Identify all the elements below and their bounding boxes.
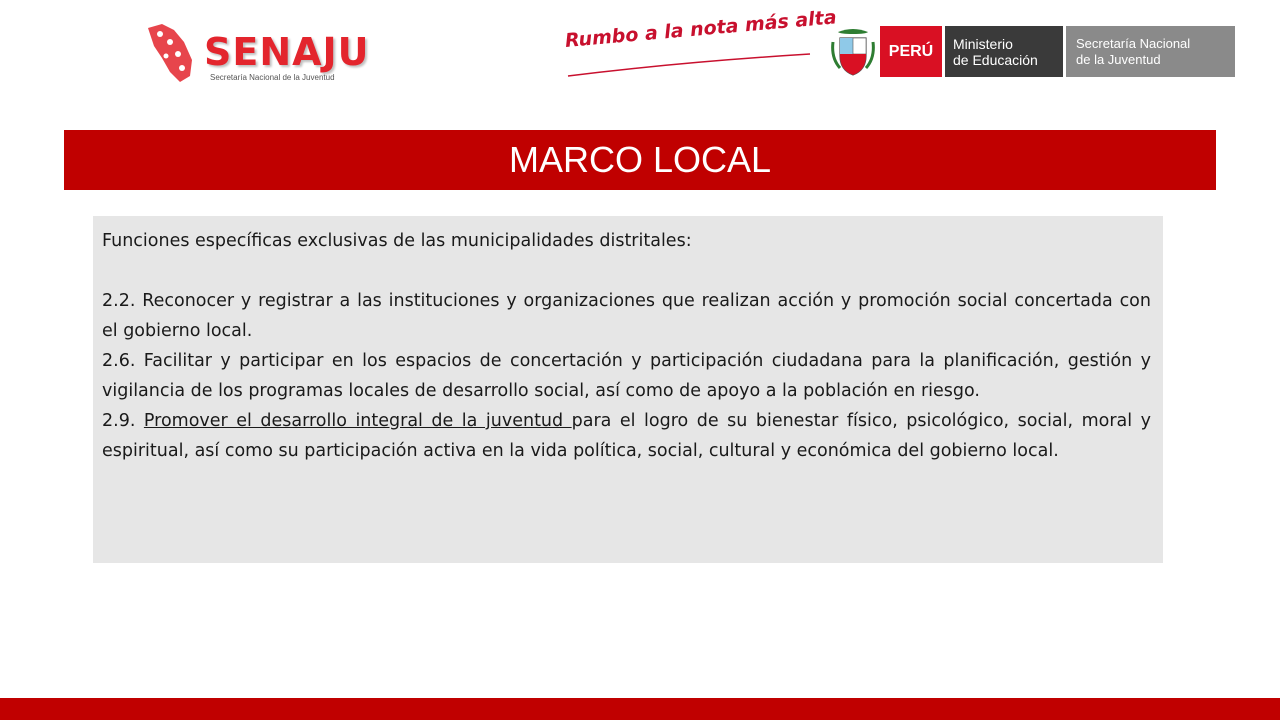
peru-coat-of-arms-icon	[830, 26, 876, 78]
function-item-2-9-underlined: Promover el desarrollo integral de la juventud	[143, 411, 572, 431]
senaju-subtitle: Secretaría Nacional de la Juventud	[210, 73, 335, 82]
intro-text: Funciones específicas exclusivas de las municipalidades distritales:	[102, 231, 692, 251]
page-title: MARCO LOCAL	[508, 139, 772, 180]
function-item-2-6: 2.6. Facilitar y participar en los espacios de concertación y participación ciudadana para la planificación, gestión y vigilancia de los programas locales de desarrollo social, así como de apoyo a la población en riesgo.	[102, 351, 1151, 401]
title-bar	[64, 130, 1216, 190]
page-header	[0, 0, 1280, 110]
ministry-badge	[945, 26, 1063, 77]
slogan-text: Rumbo a la nota más alta	[564, 6, 838, 53]
peru-map-people-icon	[140, 20, 206, 86]
peru-badge: PERÚ	[880, 26, 942, 77]
slogan-swoosh-icon	[560, 50, 820, 80]
function-item-2-2: 2.2. Reconocer y registrar a las instituciones y organizaciones que realizan acción y promoción social concertada con el gobierno local.	[102, 291, 1151, 341]
slogan	[560, 6, 838, 82]
function-item-2-9	[102, 406, 1151, 466]
senaju-logo	[140, 20, 390, 90]
function-item-2-9-text: para el logro de su bienestar físico, psicológico, social, moral y espiritual, así como su participación activa en la vida política, social, cultural y económica del gobierno local.	[102, 411, 1151, 461]
footer-bar	[0, 698, 1280, 720]
secretariat-line2: de la Juventud	[1076, 51, 1161, 67]
ministry-line2: de Educación	[953, 51, 1038, 68]
function-item-2-9-number: 2.9.	[102, 411, 144, 431]
senaju-wordmark: SENAJU	[204, 30, 370, 74]
secretariat-badge	[1066, 26, 1235, 77]
ministry-line1: Ministerio	[953, 35, 1013, 52]
content-box	[93, 216, 1163, 563]
secretariat-line1: Secretaría Nacional	[1076, 35, 1191, 51]
